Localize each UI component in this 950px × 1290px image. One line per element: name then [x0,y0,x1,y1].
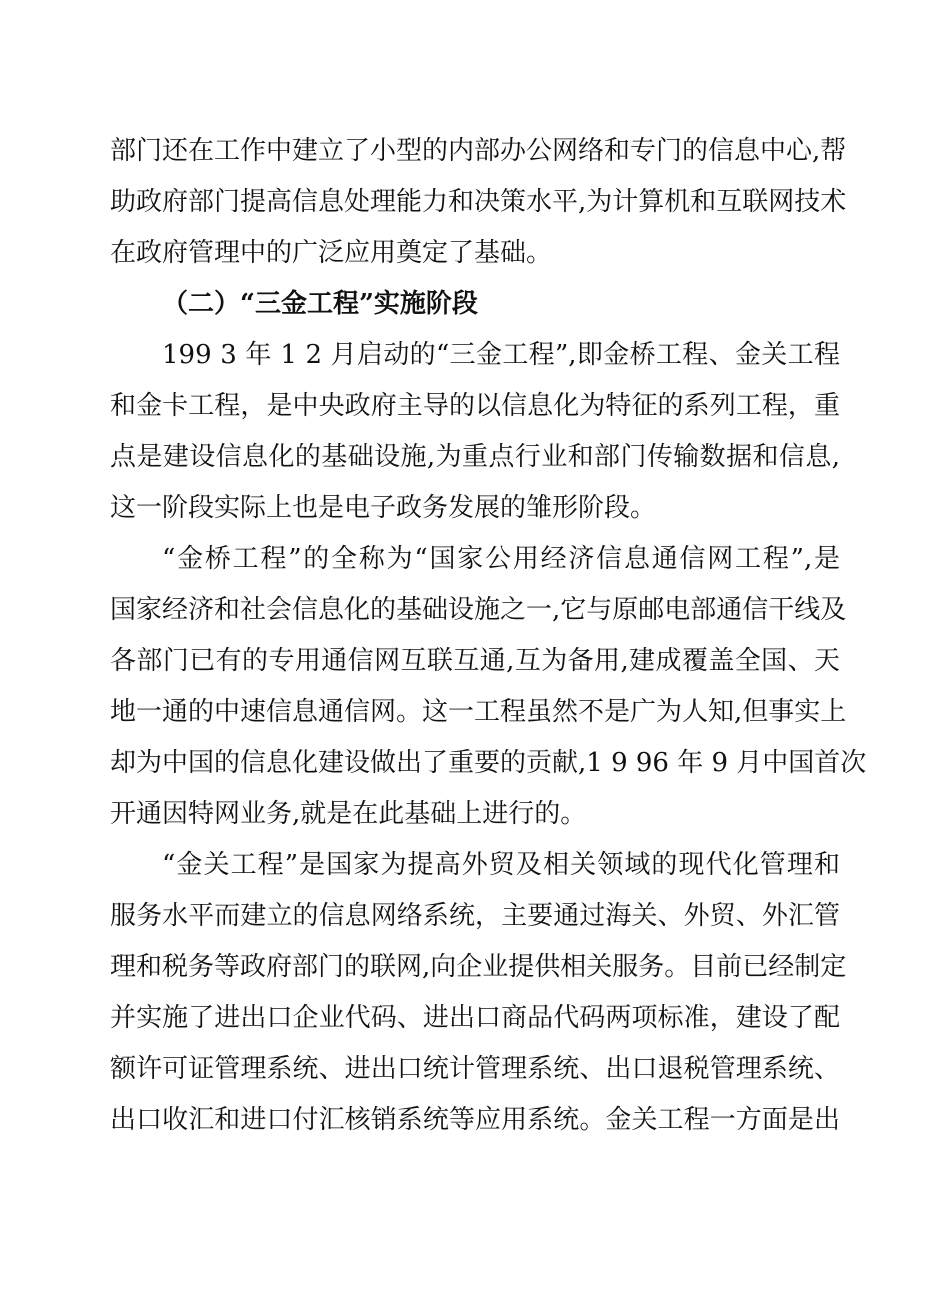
paragraph-golden-bridge [110,534,867,840]
text-line: 并实施了进出口企业代码、进出口商品代码两项标准，建设了配 [110,1003,840,1033]
text-line: 出口收汇和进口付汇核销系统等应用系统。金关工程一方面是出 [110,1105,840,1135]
text-line: 点是建设信息化的基础设施,为重点行业和部门传输数据和信息, [110,442,840,472]
text-line: 和金卡工程，是中央政府主导的以信息化为特征的系列工程，重 [110,391,840,421]
paragraph-intro-continued [110,126,847,279]
text-line: 各部门已有的专用通信网互联互通,互为备用,建成覆盖全国、天 [110,646,840,676]
text-line: 服务水平而建立的信息网络系统，主要通过海关、外贸、外汇管 [110,901,840,931]
text-line: 额许可证管理系统、进出口统计管理系统、出口退税管理系统、 [110,1054,840,1084]
text-line: 国家经济和社会信息化的基础设施之一,它与原邮电部通信干线及 [110,595,847,625]
text-line: 却为中国的信息化建设做出了重要的贡献,1 9 96 年 9 月中国首次 [110,748,867,778]
text-line: 助政府部门提高信息处理能力和决策水平,为计算机和互联网技术 [110,187,847,217]
paragraph-golden-customs [110,840,847,1146]
text-line: 地一通的中速信息通信网。这一工程虽然不是广为人知,但事实上 [110,697,847,727]
text-line: “金桥工程”的全称为“国家公用经济信息通信网工程”,是 [162,544,840,574]
text-line: 理和税务等政府部门的联网,向企业提供相关服务。目前已经制定 [110,952,847,982]
text-line: 在政府管理中的广泛应用奠定了基础。 [110,238,553,268]
text-line: 这一阶段实际上也是电子政务发展的雏形阶段。 [110,493,657,523]
document-body [110,126,867,1146]
section-heading: （二）“三金工程”实施阶段 [162,289,478,319]
paragraph-three-golden [110,330,840,534]
text-line: 开通因特网业务,就是在此基础上进行的。 [110,799,587,829]
text-line: “金关工程”是国家为提高外贸及相关领域的现代化管理和 [162,850,840,880]
text-line: 199 3 年 1 2 月启动的“三金工程”,即金桥工程、金关工程 [162,340,840,370]
text-line: 部门还在工作中建立了小型的内部办公网络和专门的信息中心,帮 [110,136,847,166]
